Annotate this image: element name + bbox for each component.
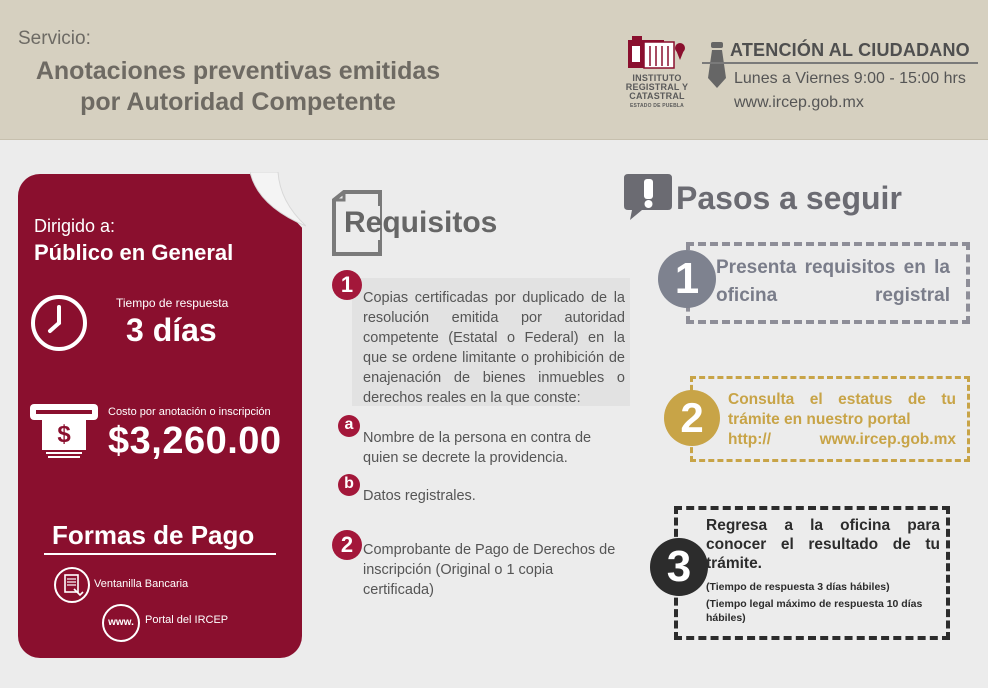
service-label: Servicio:: [18, 28, 91, 49]
web-portal-icon: www.: [102, 604, 140, 642]
attention-website[interactable]: www.ircep.gob.mx: [734, 94, 864, 111]
step-number-2: 2: [664, 390, 720, 446]
step-1-text: Presenta requisitos en la oficina registral: [716, 257, 950, 306]
requirement-2-text: Comprobante de Pago de Derechos de inscripción (Original o 1 copia certificada): [363, 542, 616, 598]
svg-text:$: $: [57, 421, 71, 448]
payment-title: Formas de Pago: [52, 520, 255, 550]
requirement-number-1: 1: [332, 270, 362, 300]
payment-option-portal[interactable]: Portal del IRCEP: [145, 614, 229, 626]
attention-divider: [702, 62, 978, 64]
step-3-note-response: (Tiempo de respuesta 3 días hábiles): [706, 581, 890, 593]
requirements-title: Requisitos: [344, 206, 498, 239]
directed-value: Público en General: [34, 240, 234, 265]
atm-cash-icon: [28, 402, 100, 458]
tie-icon: [702, 38, 732, 90]
directed-label: Dirigido a:: [34, 216, 116, 236]
step-2-text: Consulta el estatus de tu trámite en nuestro portal http:// www.ircep.gob.mx: [728, 391, 956, 448]
attention-title: ATENCIÓN AL CIUDADANO: [730, 40, 970, 60]
cost-value: $3,260.00: [108, 420, 282, 462]
page-curl-decoration: [250, 172, 306, 232]
steps-title: Pasos a seguir: [676, 180, 902, 216]
cost-label: Costo por anotación o inscripción: [108, 406, 271, 418]
response-time-value: 3 días: [126, 312, 217, 348]
service-title: Anotaciones preventivas emitidas por Autoridad Competente: [35, 57, 441, 116]
clock-icon: [30, 294, 88, 352]
step-3-note-legal: (Tiempo legal máximo de respuesta 10 días hábiles): [706, 598, 923, 624]
requirement-sub-a-marker: a: [338, 415, 360, 437]
requirement-sub-b-marker: b: [338, 474, 360, 496]
requirement-number-2: 2: [332, 530, 362, 560]
step-number-3: 3: [650, 538, 708, 596]
logo-text: INSTITUTO REGISTRAL Y CATASTRAL ESTADO DE PUEBLA: [625, 73, 689, 109]
requirement-sub-a-text: Nombre de la persona en contra de quien se decrete la providencia.: [363, 430, 592, 466]
attention-hours: Lunes a Viernes 9:00 - 15:00 hrs: [734, 70, 966, 87]
response-time-label: Tiempo de respuesta: [116, 296, 229, 310]
exclamation-icon: [622, 170, 674, 222]
step-number-1: 1: [658, 250, 716, 308]
requirement-1-text: Copias certificadas por duplicado de la resolución emitida por autoridad competente (Estatal o Federal) en la que se ordene limitante o prohibición de enajenación de bienes inmuebles o derechos reales en la que conste:: [363, 290, 625, 406]
header-banner: [0, 0, 988, 140]
requirement-sub-b-text: Datos registrales.: [363, 488, 476, 504]
bank-window-icon: [54, 567, 90, 603]
step-3-text: Regresa a la oficina para conocer el resultado de tu trámite.: [706, 517, 940, 572]
payment-option-bank: Ventanilla Bancaria: [94, 578, 189, 590]
payment-divider: [44, 553, 276, 555]
step-2-portal-link[interactable]: http:// www.ircep.gob.mx: [728, 431, 956, 448]
